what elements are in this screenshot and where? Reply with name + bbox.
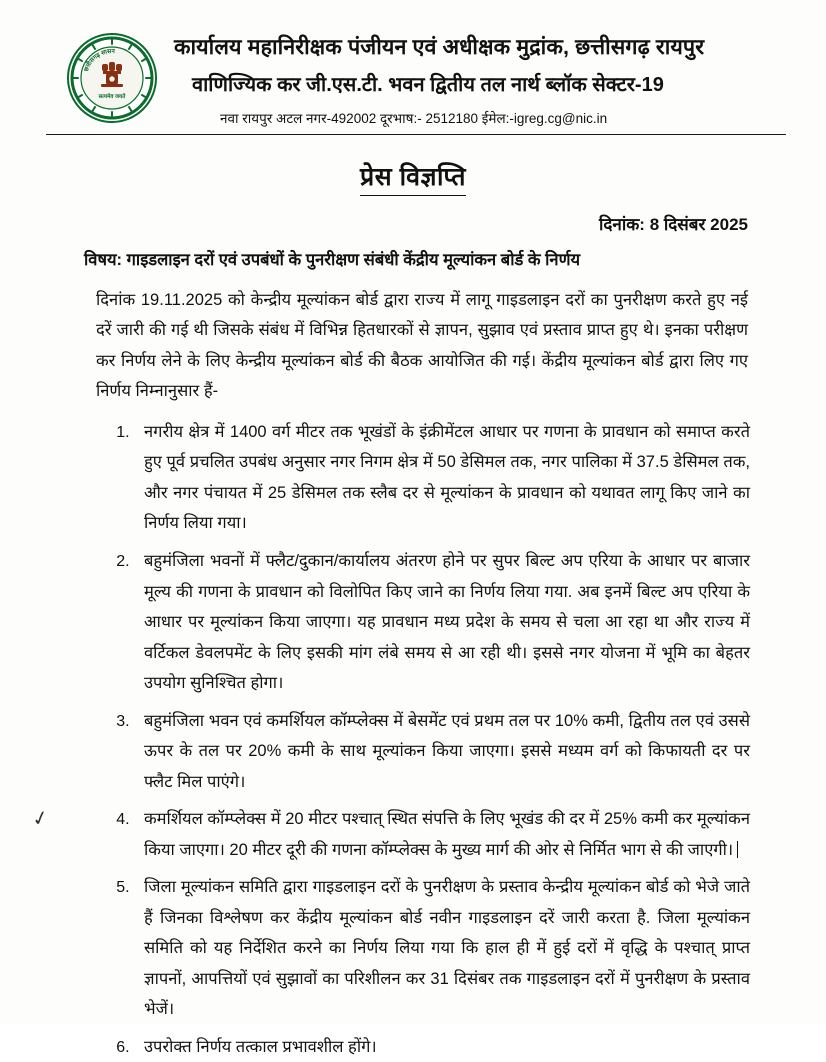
list-item: 2. बहुमंजिला भवनों में फ्लैट/दुकान/कार्यालय अंतरण होने पर सुपर बिल्ट अप एरिया के आधार पर बाजार मूल्य की गणना के प्रावधान को विलोपित किए जाने का निर्णय लिया गया. अब इनमें बिल्ट अप एरिया के आधार पर मूल्यांकन किया जाएगा। यह प्रावधान मध्य प्रदेश के समय से चला आ रहा था और राज्य में वर्टिकल डेवलपमेंट के लिए इसकी मांग लंबे समय से आ रही थी। इससे नगर योजना में भूमि का बेहतर उपयोग सुनिश्चित होगा। [134, 546, 750, 699]
decision-list [108, 417, 750, 1062]
letterhead-text [158, 26, 786, 127]
date-line: दिनांक: 8 दिसंबर 2025 [598, 214, 748, 234]
list-item: 3. बहुमंजिला भवन एवं कमर्शियल कॉम्प्लेक्स में बेसमेंट एवं प्रथम तल पर 10% कमी, द्वितीय तल एवं उससे ऊपर के तल पर 20% कमी के साथ मूल्यांकन किया जाएगा। इससे मध्यम वर्ग को किफायती दर पर फ्लैट मिल पाएंगे। [134, 706, 750, 798]
list-item: 5. जिला मूल्यांकन समिति द्वारा गाइडलाइन दरों के पुनरीक्षण के प्रस्ताव केन्द्रीय मूल्यांकन बोर्ड को भेजे जाते हैं जिनका विश्लेषण कर केंद्रीय मूल्यांकन बोर्ड नवीन गाइडलाइन दरें जारी करता है. जिला मूल्यांकन समिति को यह निर्देशित करने का निर्णय लिया गया कि हाल ही में हुई दरों में वृद्धि के पश्चात् प्राप्त ज्ञापनों, आपत्तियों एवं सुझावों का परिशीलन कर 31 दिसंबर तक गाइडलाइन दरों में पुनरीक्षण के प्रस्ताव भेजें। [134, 872, 750, 1025]
list-item: 6. उपरोक्त निर्णय तत्काल प्रभावशील होंगे। [134, 1032, 750, 1062]
margin-annotation-mark: ✓ [29, 806, 52, 832]
office-contact-line3: नवा रायपुर अटल नगर-492002 दूरभाष:- 2512180 ईमेल:-igreg.cg@nic.in [220, 110, 608, 126]
title-block [0, 159, 826, 196]
header-divider [46, 134, 786, 135]
list-item-text: कमर्शियल कॉम्प्लेक्स में 20 मीटर पश्चात् स्थित संपत्ति के लिए भूखंड की दर में 25% कमी कर मूल्यांकन किया जाएगा। 20 मीटर दूरी की गणना कॉम्प्लेक्स के मुख्य मार्ग की ओर से निर्मित भाग से की जाएगी। [144, 810, 750, 859]
text-cursor [737, 841, 738, 858]
list-item [134, 804, 750, 865]
svg-text:सत्यमेव जयते: सत्यमेव जयते [98, 94, 126, 100]
page-title: प्रेस विज्ञप्ति [360, 159, 466, 196]
svg-text:छत्तीसगढ़ शासन: छत्तीसगढ़ शासन [83, 48, 115, 73]
list-item: 1. नगरीय क्षेत्र में 1400 वर्ग मीटर तक भूखंडों के इंक्रीमेंटल आधार पर गणना के प्रावधान को समाप्त करते हुए पूर्व प्रचलित उपबंध अनुसार नगर निगम क्षेत्र में 50 डेसिमल तक, नगर पालिका में 37.5 डेसिमल तक, और नगर पंचायत में 25 डेसिमल तक स्लैब दर से मूल्यांकन के प्रावधान को यथावत लागू किए जाने का निर्णय लिया गया। [134, 417, 750, 539]
office-name-line1: कार्यालय महानिरीक्षक पंजीयन एवं अधीक्षक मुद्रांक, छत्तीसगढ़ रायपुर [174, 35, 705, 59]
intro-paragraph: दिनांक 19.11.2025 को केन्द्रीय मूल्यांकन बोर्ड द्वारा राज्य में लागू गाइडलाइन दरों का पुनरीक्षण करते हुए नई दरें जारी की गई थी जिसके संबंध में विभिन्न हितधारकों से ज्ञापन, सुझाव एवं प्रस्ताव प्राप्त हुए थे। इनका परीक्षण कर निर्णय लेने के लिए केन्द्रीय मूल्यांकन बोर्ड की बैठक आयोजित की गई। केंद्रीय मूल्यांकन बोर्ड द्वारा लिए गए निर्णय निम्नानुसार हैं- [96, 290, 748, 401]
letterhead [0, 0, 826, 127]
subject-line: विषय: गाइडलाइन दरों एवं उपबंधों के पुनरीक्षण संबंधी केंद्रीय मूल्यांकन बोर्ड के निर्णय [84, 250, 581, 269]
office-address-line2: वाणिज्यिक कर जी.एस.टी. भवन द्वितीय तल नार्थ ब्लॉक सेक्टर-19 [192, 73, 664, 96]
chhattisgarh-government-emblem-icon [66, 32, 158, 124]
